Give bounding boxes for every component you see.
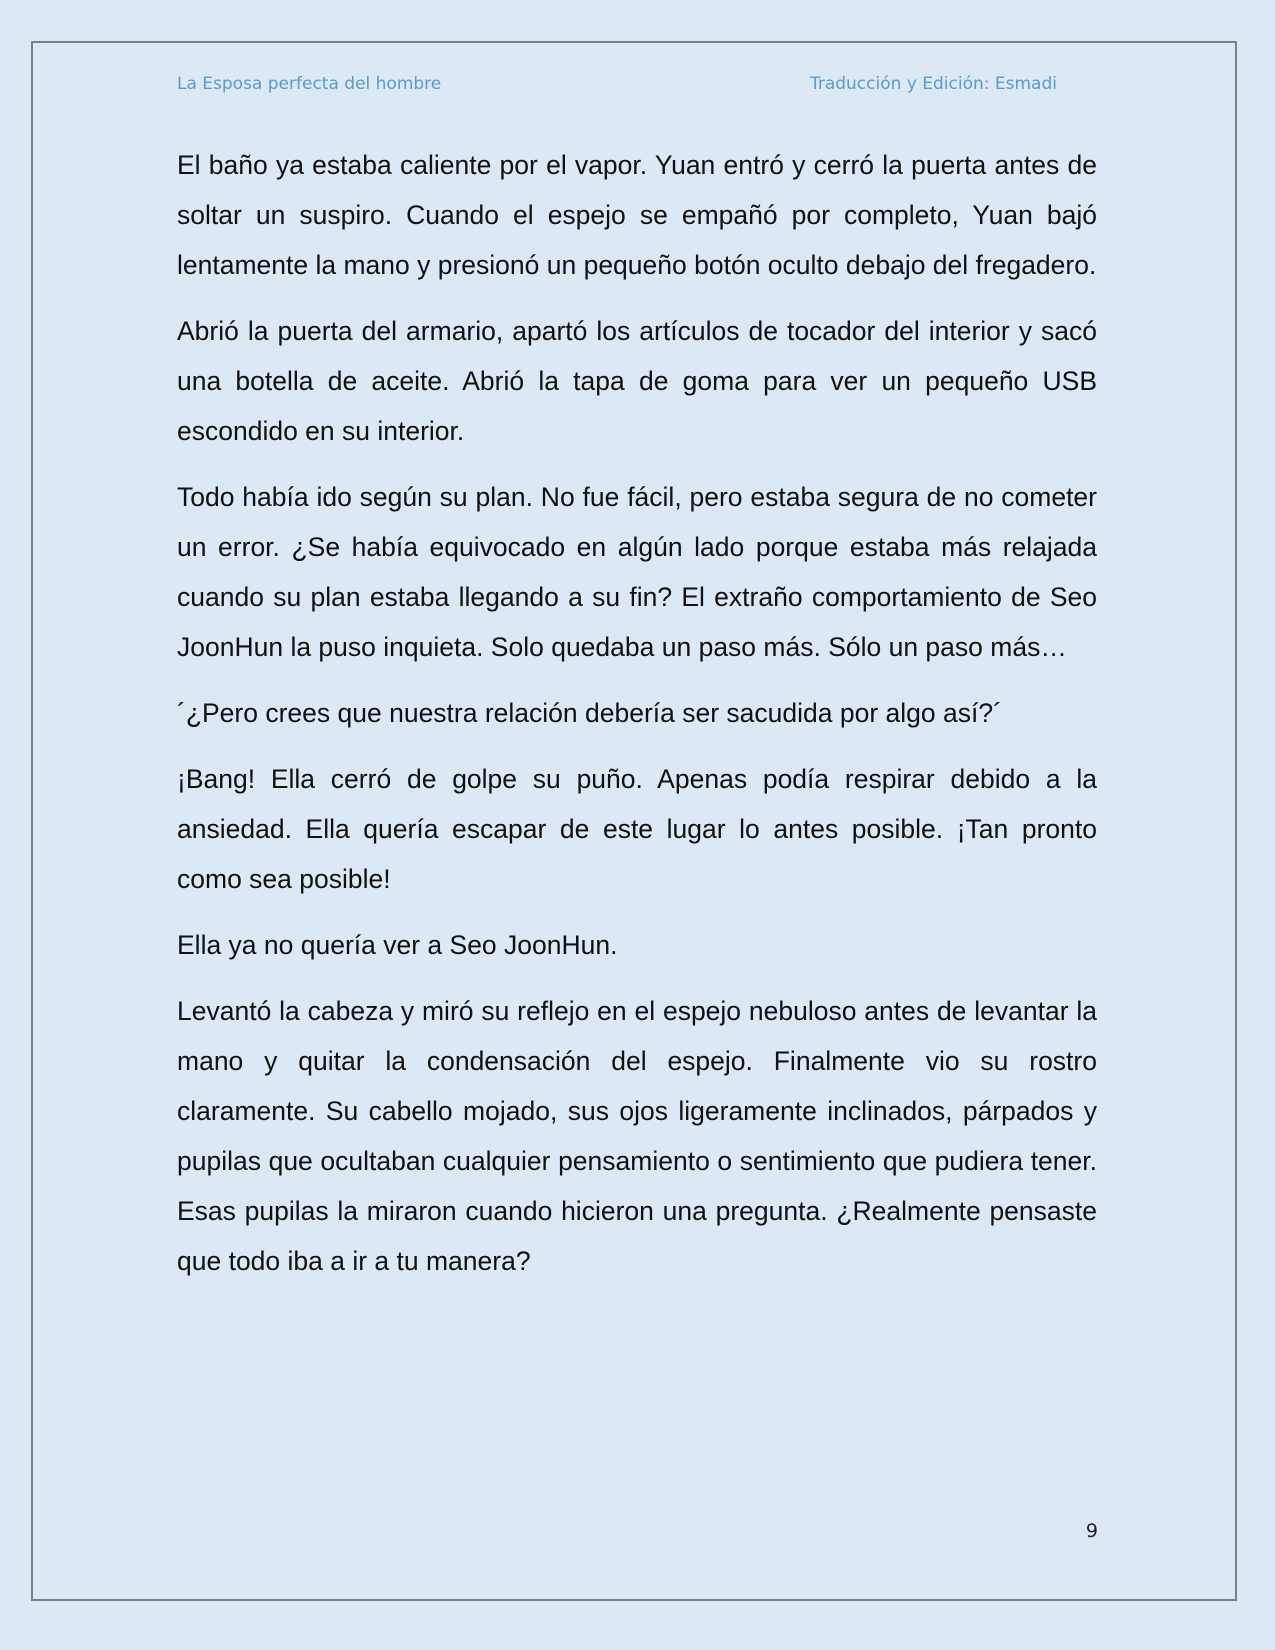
paragraph: Todo había ido según su plan. No fue fácil, pero estaba segura de no cometer un error. ¿Se había equivocado en algún lado porque estaba más relajada cuando su plan estaba llegando a su fin? El extraño comportamiento de Seo JoonHun la puso inquieta. Solo quedaba un paso más. Sólo un paso más… (177, 482, 1097, 662)
header-book-title: La Esposa perfecta del hombre (177, 74, 442, 94)
header-translator-credit: Traducción y Edición: Esmadi (809, 74, 1057, 94)
paragraph: ´¿Pero crees que nuestra relación debería ser sacudida por algo así?´ (177, 698, 1002, 728)
paragraph: Levantó la cabeza y miró su reflejo en el espejo nebuloso antes de levantar la mano y quitar la condensación del espejo. Finalmente vio su rostro claramente. Su cabello mojado, sus ojos ligeramente inclinados, párpados y pupilas que ocultaban cualquier pensamiento o sentimiento que pudiera tener. Esas pupilas la miraron cuando hicieron una pregunta. ¿Realmente pensaste que todo iba a ir a tu manera? (177, 996, 1097, 1276)
page-number: 9 (1085, 1520, 1098, 1542)
paragraph: El baño ya estaba caliente por el vapor. Yuan entró y cerró la puerta antes de soltar un suspiro. Cuando el espejo se empañó por completo, Yuan bajó lentamente la mano y presionó un pequeño botón oculto debajo del fregadero. (177, 150, 1097, 280)
paragraph: Ella ya no quería ver a Seo JoonHun. (177, 930, 618, 960)
paragraph: ¡Bang! Ella cerró de golpe su puño. Apenas podía respirar debido a la ansiedad. Ella quería escapar de este lugar lo antes posible. ¡Tan pronto como sea posible! (177, 764, 1097, 894)
paragraph: Abrió la puerta del armario, apartó los artículos de tocador del interior y sacó una botella de aceite. Abrió la tapa de goma para ver un pequeño USB escondido en su interior. (177, 316, 1097, 446)
document-body (177, 140, 1097, 1302)
